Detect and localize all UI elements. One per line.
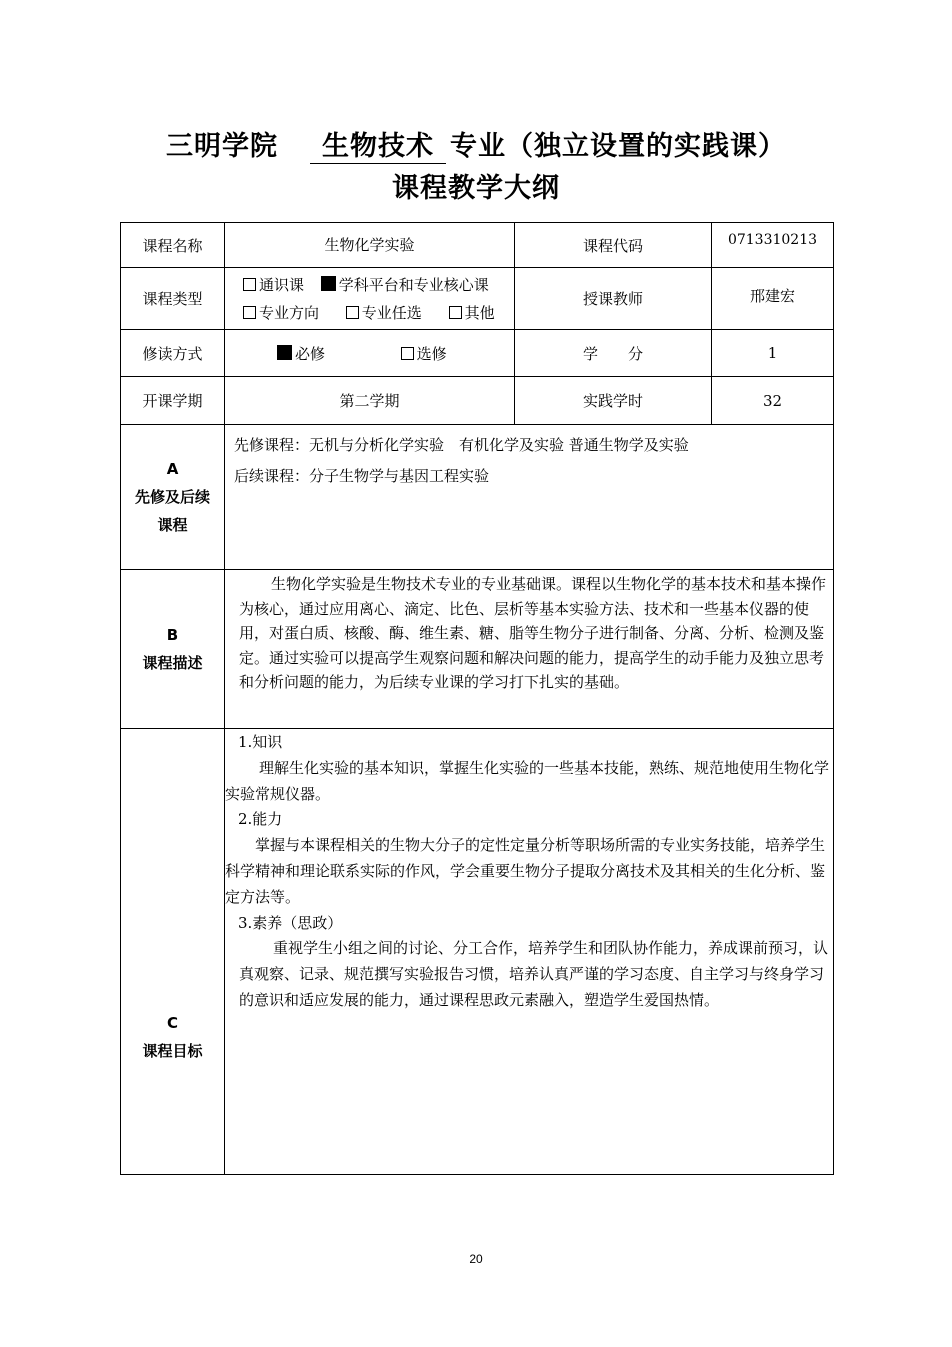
checkbox-unchecked-icon xyxy=(243,278,256,291)
mode-optional: 选修 xyxy=(416,344,447,363)
course-name-value: 生物化学实验 xyxy=(225,223,515,268)
section-b-heading xyxy=(121,570,225,729)
mode-required: 必修 xyxy=(295,344,326,363)
row-semester xyxy=(121,377,834,425)
checkbox-unchecked-icon xyxy=(401,347,414,360)
checkbox-checked-icon xyxy=(277,345,292,360)
row-section-a xyxy=(121,425,834,570)
type-core: 学科平台和专业核心课 xyxy=(338,275,489,294)
checkbox-unchecked-icon xyxy=(449,306,462,319)
row-study-mode xyxy=(121,330,834,377)
section-c-content xyxy=(225,729,834,1175)
syllabus-table xyxy=(120,222,834,1175)
type-elective: 专业任选 xyxy=(361,303,422,322)
checkbox-unchecked-icon xyxy=(346,306,359,319)
row-course-type xyxy=(121,268,834,330)
section-a-letter: A xyxy=(166,460,179,478)
section-b-title: 课程描述 xyxy=(142,654,203,672)
section-a-title-1: 先修及后续 xyxy=(134,488,210,506)
goal-quality-heading: 3.素养（思政） xyxy=(238,913,343,932)
follow-courses: 后续课程：分子生物学与基因工程实验 xyxy=(234,467,490,485)
teacher-label: 授课教师 xyxy=(515,268,712,330)
course-code-value: 0713310213 xyxy=(712,223,834,268)
type-line-2 xyxy=(225,299,514,327)
section-a-content xyxy=(225,425,834,570)
goal-ability-text: 掌握与本课程相关的生物大分子的定性定量分析等职场所需的专业实务技能，培养学生科学精神和理论联系实际的作风，学会重要生物分子提取分离技术及其相关的生化分析、鉴定方法等。 xyxy=(225,836,826,906)
school-name: 三明学院 xyxy=(166,131,278,162)
section-c-title: 课程目标 xyxy=(142,1041,203,1060)
section-b-letter: B xyxy=(166,626,179,644)
row-section-c xyxy=(121,729,834,1175)
document-subtitle: 课程教学大纲 xyxy=(392,173,560,204)
checkbox-checked-icon xyxy=(321,276,336,291)
prereq-courses: 先修课程：无机与分析化学实验 有机化学及实验 普通生物学及实验 xyxy=(234,436,689,454)
semester-value: 第二学期 xyxy=(225,377,515,425)
type-general: 通识课 xyxy=(259,275,305,294)
title-suffix: 专业（独立设置的实践课） xyxy=(450,131,786,162)
checkbox-unchecked-icon xyxy=(243,306,256,319)
teacher-value: 邢建宏 xyxy=(712,268,834,330)
goal-knowledge-heading: 1.知识 xyxy=(238,733,283,751)
course-description: 生物化学实验是生物技术专业的专业基础课。课程以生物化学的基本技术和基本操作为核心，通过应用离心、滴定、比色、层析等基本实验方法、技术和一些基本仪器的使用，对蛋白质、核酸、酶、维生素、糖、脂等生物分子进行制备、分离、分析、检测及鉴定。通过实验可以提高学生观察问题和解决问题的能力，提高学生的动手能力及独立思考和分析问题的能力，为后续专业课的学习打下扎实的基础。 xyxy=(239,575,827,692)
practice-hours-label: 实践学时 xyxy=(515,377,712,425)
section-a-title-2: 课程 xyxy=(157,516,188,534)
type-line-1 xyxy=(225,271,514,299)
practice-hours-value: 32 xyxy=(712,377,834,425)
course-code-label: 课程代码 xyxy=(515,223,712,268)
major-name: 生物技术 xyxy=(310,131,446,164)
page-number: 20 xyxy=(469,1252,483,1266)
section-a-heading xyxy=(121,425,225,570)
section-c-letter: C xyxy=(166,1013,178,1032)
type-other: 其他 xyxy=(464,303,495,322)
course-type-options xyxy=(225,268,515,330)
study-mode-label: 修读方式 xyxy=(121,330,225,377)
row-section-b xyxy=(121,570,834,729)
section-c-heading xyxy=(121,729,225,1175)
row-course-name xyxy=(121,223,834,268)
semester-label: 开课学期 xyxy=(121,377,225,425)
goal-quality-text: 重视学生小组之间的讨论、分工合作，培养学生和团队协作能力，养成课前预习，认真观察、记录、规范撰写实验报告习惯，培养认真严谨的学习态度、自主学习与终身学习的意识和适应发展的能力，通过课程思政元素融入，塑造学生爱国热情。 xyxy=(239,939,829,1009)
credit-value: 1 xyxy=(712,330,834,377)
credit-label: 学 分 xyxy=(515,330,712,377)
goal-knowledge-text: 理解生化实验的基本知识，掌握生化实验的一些基本技能，熟练、规范地使用生物化学实验常规仪器。 xyxy=(225,758,830,803)
study-mode-options xyxy=(225,330,515,377)
type-direction: 专业方向 xyxy=(259,303,320,322)
course-type-label: 课程类型 xyxy=(121,268,225,330)
document-title xyxy=(0,124,952,164)
section-b-content xyxy=(225,570,834,729)
course-name-label: 课程名称 xyxy=(121,223,225,268)
goal-ability-heading: 2.能力 xyxy=(238,810,283,829)
